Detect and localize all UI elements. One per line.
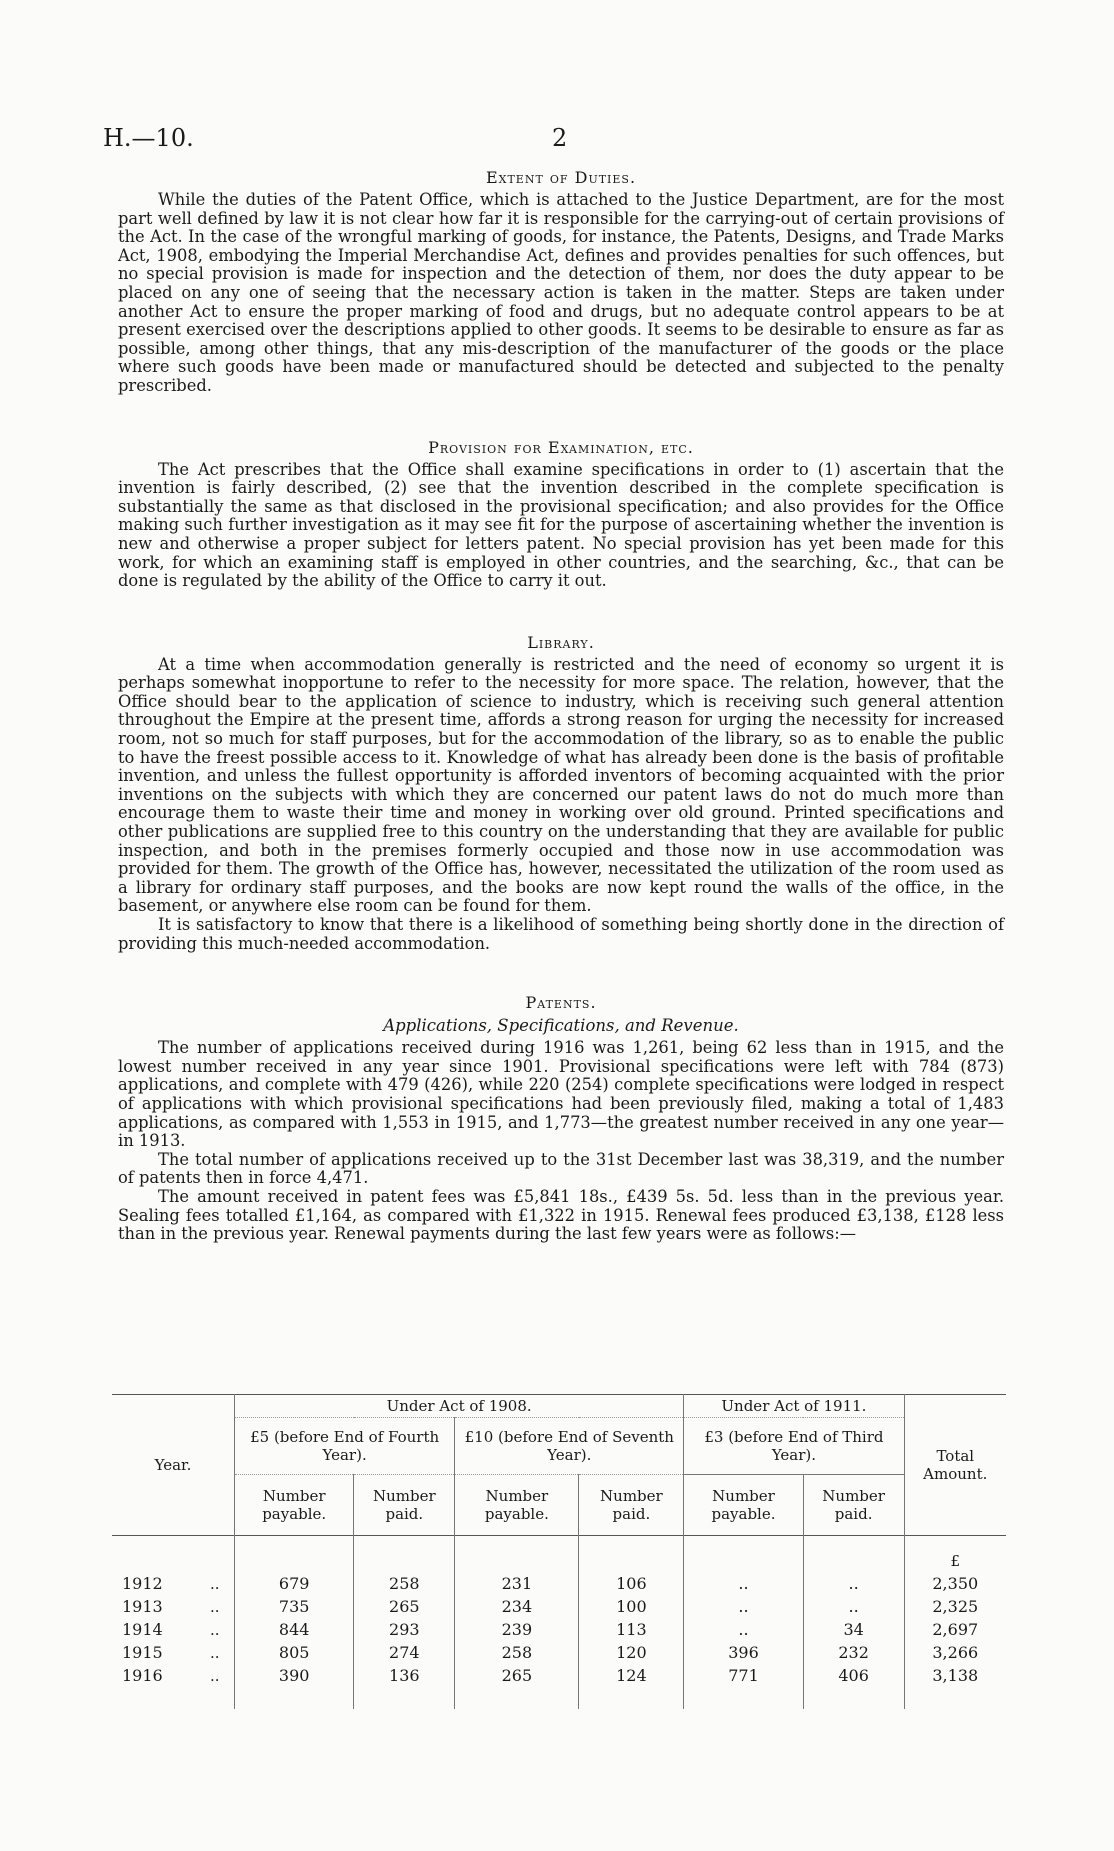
total-cell: 2,325 (904, 1595, 1006, 1618)
cell: 265 (354, 1595, 455, 1618)
cell: 844 (235, 1618, 354, 1641)
year-cell: 1913 (122, 1597, 163, 1616)
cell: 232 (803, 1641, 904, 1664)
renewal-payments-table (112, 1394, 1006, 1709)
cell: 805 (235, 1641, 354, 1664)
act-1911-header: Under Act of 1911. (684, 1395, 904, 1418)
year-cell: 1912 (122, 1574, 163, 1593)
cell: 113 (579, 1618, 684, 1641)
act-1908-header: Under Act of 1908. (235, 1395, 684, 1418)
cell: .. (684, 1618, 803, 1641)
section-heading: Extent of Duties. (485, 168, 637, 187)
section-library (118, 633, 1004, 954)
currency-label: £ (904, 1536, 1006, 1573)
cell: 136 (354, 1664, 455, 1687)
table-row (112, 1572, 1006, 1595)
cell: .. (684, 1595, 803, 1618)
section-patents (118, 993, 1004, 1244)
paragraph: The number of applications received during 1916 was 1,261, being 62 less than in 1915, and the lowest number received in any year since 1901. Provisional specifications were left with 784 (873) applications, and complete with 479 (426), while 220 (254) complete specifications were lodged in respect of applications with which provisional specifications had been previously filed, making a total of 1,483 applications, as compared with 1,553 in 1915, and 1,773—the greatest number received in any one year—in 1913. (118, 1038, 1004, 1151)
cell: 258 (455, 1641, 579, 1664)
cell: 679 (235, 1572, 354, 1595)
fee-5-header: £5 (before End of Fourth Year). (235, 1418, 455, 1475)
leader-dots: .. (210, 1597, 220, 1616)
cell: 265 (455, 1664, 579, 1687)
page-number: 2 (552, 124, 568, 152)
total-cell: 2,350 (904, 1572, 1006, 1595)
cell: .. (684, 1572, 803, 1595)
cell: 106 (579, 1572, 684, 1595)
cell: 100 (579, 1595, 684, 1618)
year-cell: 1915 (122, 1643, 163, 1662)
number-payable-header: Number payable. (455, 1475, 579, 1536)
section-duties (118, 168, 1004, 396)
cell: .. (803, 1595, 904, 1618)
cell: 396 (684, 1641, 803, 1664)
table-row (112, 1595, 1006, 1618)
year-cell: 1914 (122, 1620, 163, 1639)
leader-dots: .. (210, 1643, 220, 1662)
cell: 239 (455, 1618, 579, 1641)
section-heading: Library. (527, 632, 595, 652)
body-content (118, 168, 1004, 1244)
cell: 274 (354, 1641, 455, 1664)
cell: 735 (235, 1595, 354, 1618)
number-paid-header: Number paid. (579, 1475, 684, 1536)
cell: 406 (803, 1664, 904, 1687)
paragraph: At a time when accommodation generally is restricted and the need of economy so urgent it is perhaps somewhat inopportune to refer to the necessity for more space. The relation, however, that the Office should bear to the application of science to industry, which is receiving such general attention throughout the Empire at the present time, affords a strong reason for urging the necessity for increased room, not so much for staff purposes, but for the accommodation of the library, so as to enable the public to have the freest possible access to it. Knowledge of what has already been done is the basis of profitable invention, and unless the fullest opportunity is afforded inventors of becoming acquainted with the prior inventions on the subjects with which they are concerned our patent laws do not do much more than encourage them to waste their time and money in working over old ground. Printed specifications and other publications are supplied free to this country on the understanding that they are available for public inspection, and both in the premises formerly occupied and those now in use accommodation was provided for them. The growth of the Office has, however, necessitated the utilization of the room used as a library for ordinary staff purposes, and the books are now kept round the walls of the office, in the basement, or anywhere else room can be found for them. (118, 654, 1004, 916)
cell: 293 (354, 1618, 455, 1641)
paragraph: While the duties of the Patent Office, which is attached to the Justice Department, are for the most part well defined by law it is not clear how far it is responsible for the carrying-out of certain provisions of the Act. In the case of the wrongful marking of goods, for instance, the Patents, Designs, and Trade Marks Act, 1908, embodying the Imperial Merchandise Act, defines and provides penalties for such offences, but no special provision is made for inspection and the detection of them, nor does the duty appear to be placed on any one of seeing that the necessary action is taken in the matter. Steps are taken under another Act to ensure the proper marking of food and drugs, but no adequate control appears to be at present exercised over the descriptions applied to other goods. It seems to be desirable to ensure as far as possible, among other things, that any mis-description of the manufacturer of the goods or the place where such goods have been made or manufactured should be detected and subjected to the penalty prescribed. (118, 190, 1004, 395)
table-row (112, 1664, 1006, 1687)
cell: .. (803, 1572, 904, 1595)
section-subheading: Applications, Specifications, and Revenue. (383, 1016, 739, 1036)
number-paid-header: Number paid. (803, 1475, 904, 1536)
paragraph: The amount received in patent fees was £5,841 18s., £439 5s. 5d. less than in the previous year. Sealing fees totalled £1,164, as compared with £1,322 in 1915. Renewal fees produced £3,138, £128 less than in the previous year. Renewal payments during the last few years were as follows:— (118, 1186, 1004, 1244)
leader-dots: .. (210, 1620, 220, 1639)
number-payable-header: Number payable. (235, 1475, 354, 1536)
paragraph: It is satisfactory to know that there is a likelihood of something being shortly done in the direction of providing this much-needed accommodation. (118, 915, 1004, 953)
total-cell: 3,266 (904, 1641, 1006, 1664)
leader-dots: .. (210, 1666, 220, 1685)
total-header: Total Amount. (904, 1395, 1006, 1536)
document-code: H.—10. (103, 124, 194, 152)
table-row (112, 1618, 1006, 1641)
cell: 231 (455, 1572, 579, 1595)
table-row (112, 1641, 1006, 1664)
paragraph: The total number of applications received up to the 31st December last was 38,319, and the number of patents then in force 4,471. (118, 1149, 1004, 1188)
cell: 390 (235, 1664, 354, 1687)
section-examination (118, 438, 1004, 591)
fee-10-header: £10 (before End of Seventh Year). (455, 1418, 684, 1475)
section-heading: Patents. (525, 993, 597, 1013)
total-cell: 3,138 (904, 1664, 1006, 1687)
year-cell: 1916 (122, 1666, 163, 1685)
cell: 34 (803, 1618, 904, 1641)
fee-3-header: £3 (before End of Third Year). (684, 1418, 904, 1475)
paragraph: The Act prescribes that the Office shall examine specifications in order to (1) ascertain that the invention is fairly described, (2) see that the invention described in the complete specification is substantially the same as that disclosed in the provisional specification; and also provides for the Office making such further investigation as it may see fit for the purpose of ascertaining whether the invention is new and otherwise a proper subject for letters patent. No special provision has yet been made for this work, for which an examining staff is employed in other countries, and the searching, &c., that can be done is regulated by the ability of the Office to carry it out. (118, 459, 1004, 591)
cell: 124 (579, 1664, 684, 1687)
cell: 120 (579, 1641, 684, 1664)
cell: 234 (455, 1595, 579, 1618)
cell: 771 (684, 1664, 803, 1687)
leader-dots: .. (210, 1574, 220, 1593)
number-payable-header: Number payable. (684, 1475, 803, 1536)
total-cell: 2,697 (904, 1618, 1006, 1641)
number-paid-header: Number paid. (354, 1475, 455, 1536)
section-heading: Provision for Examination, etc. (428, 437, 694, 457)
cell: 258 (354, 1572, 455, 1595)
year-header: Year. (154, 1456, 192, 1474)
